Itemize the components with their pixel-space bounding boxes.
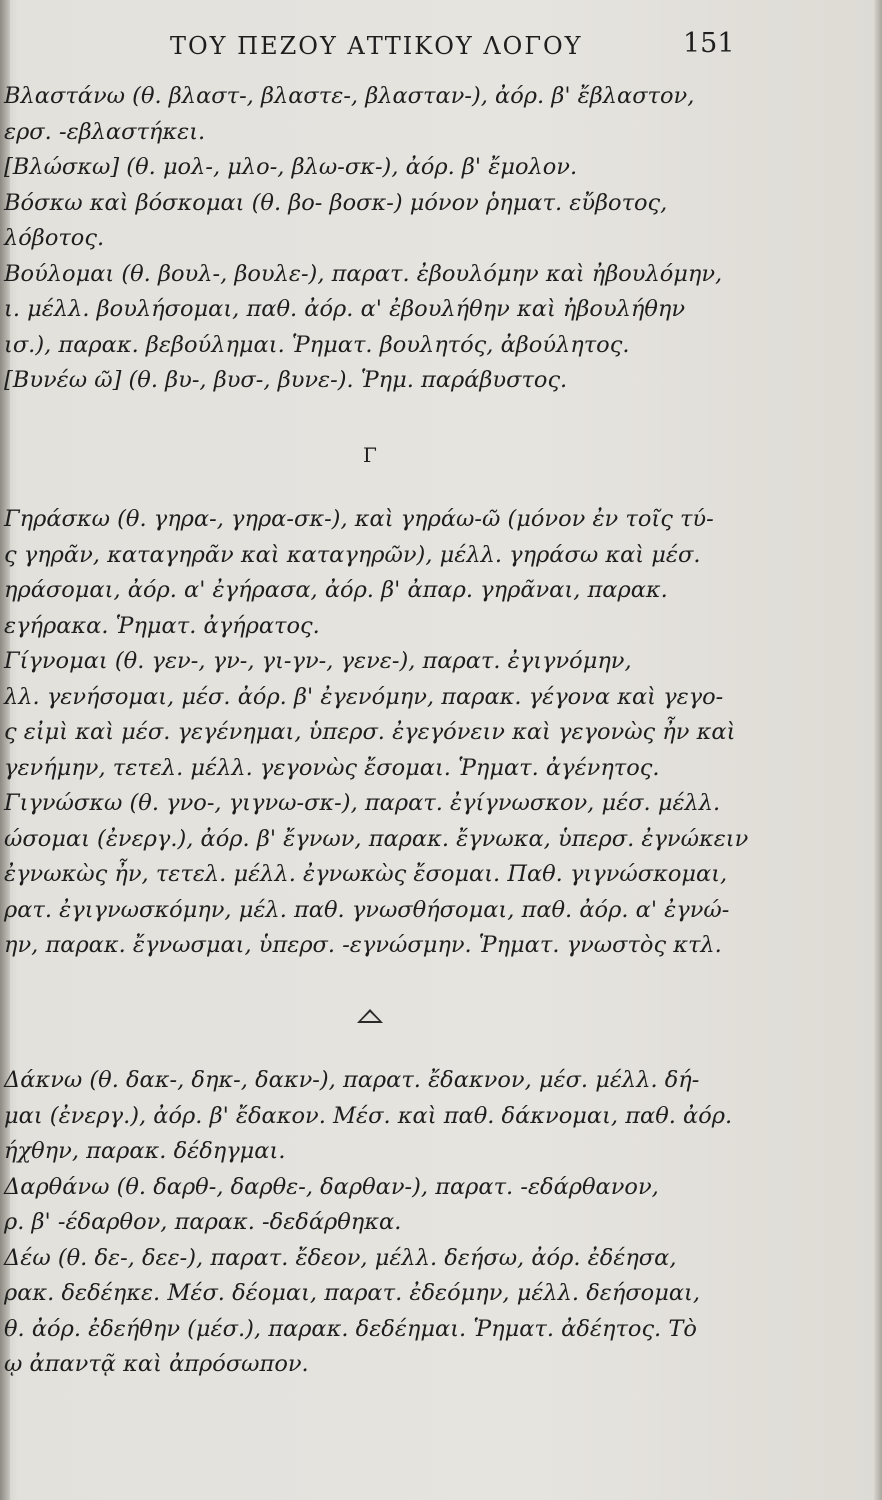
text-line: γενήμην, τετελ. μέλλ. γεγονὼς ἔσομαι. Ῥηματ. ἀγένητος. (4, 754, 660, 781)
section-g-entries (0, 502, 882, 964)
text-line: Βλαστάνω (θ. βλαστ-, βλαστε-, βλασταν-), ἀόρ. β' ἔβλαστον, (4, 83, 695, 109)
page-header (0, 28, 882, 68)
text-line: Γίγνομαι (θ. γεν-, γν-, γι-γν-, γενε-), παρατ. ἐγιγνόμην, (4, 648, 632, 674)
text-line: Δαρθάνω (θ. δαρθ-, δαρθε-, δαρθαν-), παρατ. -εδάρθανον, (4, 1173, 659, 1200)
text-line: λλ. γενήσομαι, μέσ. ἀόρ. β' ἐγενόμην, παρακ. γέγονα καὶ γεγο- (4, 683, 724, 710)
text-line: ήχθην, παρακ. δέδηγμαι. (4, 1138, 286, 1164)
delta-triangle-icon (357, 1009, 383, 1023)
section-heading-gamma: Γ (363, 443, 377, 467)
text-line: Δάκνω (θ. δακ-, δηκ-, δακν-), παρατ. ἔδακνον, μέσ. μέλλ. δή- (4, 1067, 700, 1093)
text-line: Βόσκω καὶ βόσκομαι (θ. βο- βοσκ-) μόνον ῥηματ. εὔβοτος, (4, 189, 668, 216)
text-line: ἐγνωκὼς ἦν, τετελ. μέλλ. ἐγνωκὼς ἔσομαι. Παθ. γιγνώσκομαι, (4, 861, 728, 887)
text-line: Γηράσκω (θ. γηρα-, γηρα-σκ-), καὶ γηράω-ῶ (μόνον ἐν τοῖς τύ- (4, 506, 714, 532)
text-line: [Βλώσκω] (θ. μολ-, μλο-, βλω-σκ-), ἀόρ. β' ἔμολον. (4, 154, 578, 180)
text-line: ῳ ἀπαντᾷ καὶ ἀπρόσωπον. (4, 1351, 309, 1377)
text-line: ρ. β' -έδαρθον, παρακ. -δεδάρθηκα. (4, 1209, 402, 1235)
section-d-entries (0, 1063, 882, 1383)
text-line: ς εἰμὶ καὶ μέσ. γεγένημαι, ὑπερσ. ἐγεγόνειν καὶ γεγονὼς ἦν καὶ (4, 719, 736, 745)
text-line: λόβοτος. (4, 225, 105, 251)
text-line: ηράσομαι, ἀόρ. α' ἐγήρασα, ἀόρ. β' ἀπαρ. γηρᾶναι, παρακ. (4, 577, 668, 603)
text-line: Δέω (θ. δε-, δεε-), παρατ. ἔδεον, μέλλ. δεήσω, ἀόρ. ἐδέησα, (4, 1244, 677, 1271)
text-line: Βούλομαι (θ. βουλ-, βουλε-), παρατ. ἐβουλόμην καὶ ἠβουλόμην, (4, 260, 723, 287)
text-line: εγήρακα. Ῥηματ. ἀγήρατος. (4, 612, 320, 639)
text-line: ην, παρακ. ἔγνωσμαι, ὑπερσ. -εγνώσμην. Ῥηματ. γνωστὸς κτλ. (4, 932, 722, 958)
text-line: [Βυνέω ῶ] (θ. βυ-, βυσ-, βυνε-). Ῥημ. παράβυστος. (4, 367, 568, 393)
section-heading-delta (0, 1004, 740, 1028)
text-line: Γιγνώσκω (θ. γνο-, γιγνω-σκ-), παρατ. ἐγίγνωσκον, μέσ. μέλλ. (4, 790, 721, 816)
text-line: ι. μέλλ. βουλήσομαι, παθ. ἀόρ. α' ἐβουλήθην καὶ ἠβουλήθην (4, 296, 686, 322)
text-line: ισ.), παρακ. βεβούλημαι. Ῥηματ. βουλητός, ἀβούλητος. (4, 331, 630, 358)
text-line: ερσ. -εβλαστήκει. (4, 118, 206, 145)
running-title: ΤΟΥ ΠΕΖΟΥ ΑΤΤΙΚΟΥ ΛΟΓΟΥ (170, 32, 583, 60)
text-line: ρατ. ἐγιγνωσκόμην, μέλ. παθ. γνωσθήσομαι, παθ. ἀόρ. α' ἐγνώ- (4, 896, 730, 923)
text-line: θ. ἀόρ. ἐδεήθην (μέσ.), παρακ. δεδέημαι. Ῥηματ. ἀδέητος. Τὸ (4, 1315, 697, 1342)
section-b-entries (0, 79, 882, 399)
text-line: ρακ. δεδέηκε. Μέσ. δέομαι, παρατ. ἐδεόμην, μέλλ. δεήσομαι, (4, 1280, 701, 1306)
page-number: 151 (683, 28, 735, 59)
text-line: ς γηρᾶν, καταγηρᾶν καὶ καταγηρῶν), μέλλ. γηράσω καὶ μέσ. (4, 541, 701, 568)
text-line: μαι (ἐνεργ.), ἀόρ. β' ἔδακον. Μέσ. καὶ παθ. δάκνομαι, παθ. ἀόρ. (4, 1102, 733, 1129)
text-line: ώσομαι (ἐνεργ.), ἀόρ. β' ἔγνων, παρακ. ἔγνωκα, ὑπερσ. ἐγνώκειν (4, 825, 749, 852)
